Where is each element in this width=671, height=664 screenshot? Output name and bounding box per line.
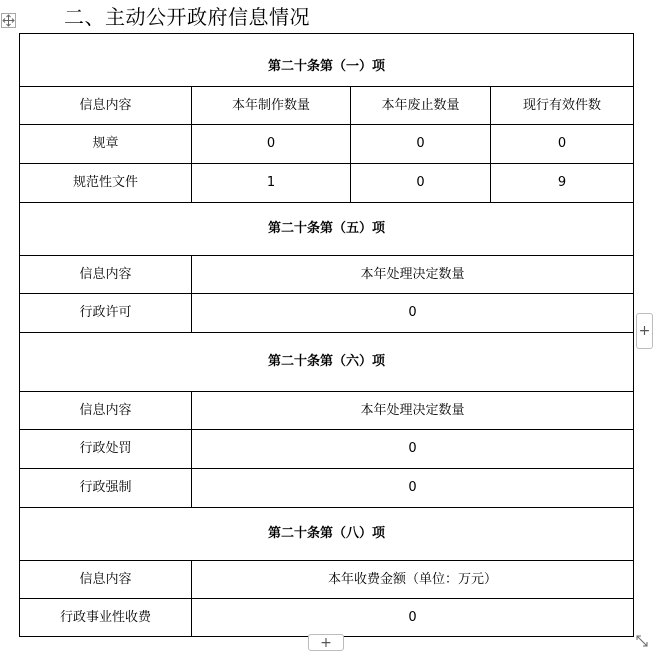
table-row xyxy=(20,430,634,469)
table-cell: 0 xyxy=(351,164,491,203)
table-move-handle[interactable] xyxy=(1,13,16,28)
section-title: 第二十条第（八）项 xyxy=(20,508,634,561)
plus-icon: + xyxy=(320,634,332,651)
column-header-row xyxy=(20,256,634,294)
resize-diagonal-icon xyxy=(634,633,650,649)
column-header-row xyxy=(20,561,634,599)
move-arrows-icon xyxy=(2,14,15,27)
table-cell: 行政强制 xyxy=(20,469,192,508)
column-header: 信息内容 xyxy=(20,87,192,125)
column-header: 本年废止数量 xyxy=(351,87,491,125)
column-header: 现行有效件数 xyxy=(491,87,634,125)
table-row xyxy=(20,599,634,637)
table-cell: 行政事业性收费 xyxy=(20,599,192,637)
section-header-row xyxy=(20,203,634,256)
column-header-row xyxy=(20,392,634,430)
section-header-row xyxy=(20,508,634,561)
section-title: 第二十条第（五）项 xyxy=(20,203,634,256)
page-title: 二、主动公开政府信息情况 xyxy=(64,5,310,29)
column-header-row xyxy=(20,87,634,125)
table-row xyxy=(20,164,634,203)
table-cell: 0 xyxy=(351,125,491,164)
column-header: 本年处理决定数量 xyxy=(192,256,634,294)
table-cell: 0 xyxy=(192,430,634,469)
column-header: 本年收费金额（单位：万元） xyxy=(192,561,634,599)
column-header: 信息内容 xyxy=(20,256,192,294)
table-row xyxy=(20,469,634,508)
table-resize-handle[interactable] xyxy=(634,633,650,649)
table-cell: 0 xyxy=(192,599,634,637)
table-cell: 规章 xyxy=(20,125,192,164)
table-cell: 行政处罚 xyxy=(20,430,192,469)
section-title: 第二十条第（一）项 xyxy=(20,34,634,87)
table-cell: 9 xyxy=(491,164,634,203)
add-column-button[interactable] xyxy=(636,313,653,349)
section-header-row xyxy=(20,34,634,87)
table-cell: 规范性文件 xyxy=(20,164,192,203)
table-cell: 0 xyxy=(192,294,634,333)
plus-icon: + xyxy=(638,323,651,339)
table-cell: 0 xyxy=(192,125,351,164)
column-header: 本年制作数量 xyxy=(192,87,351,125)
table-row xyxy=(20,294,634,333)
column-header: 信息内容 xyxy=(20,392,192,430)
section-title: 第二十条第（六）项 xyxy=(20,333,634,392)
section-header-row xyxy=(20,333,634,392)
table-cell: 0 xyxy=(192,469,634,508)
table-row xyxy=(20,125,634,164)
table-cell: 0 xyxy=(491,125,634,164)
table-cell: 1 xyxy=(192,164,351,203)
column-header: 本年处理决定数量 xyxy=(192,392,634,430)
disclosure-table xyxy=(19,33,634,637)
table-cell: 行政许可 xyxy=(20,294,192,333)
column-header: 信息内容 xyxy=(20,561,192,599)
add-row-button[interactable] xyxy=(308,634,344,651)
